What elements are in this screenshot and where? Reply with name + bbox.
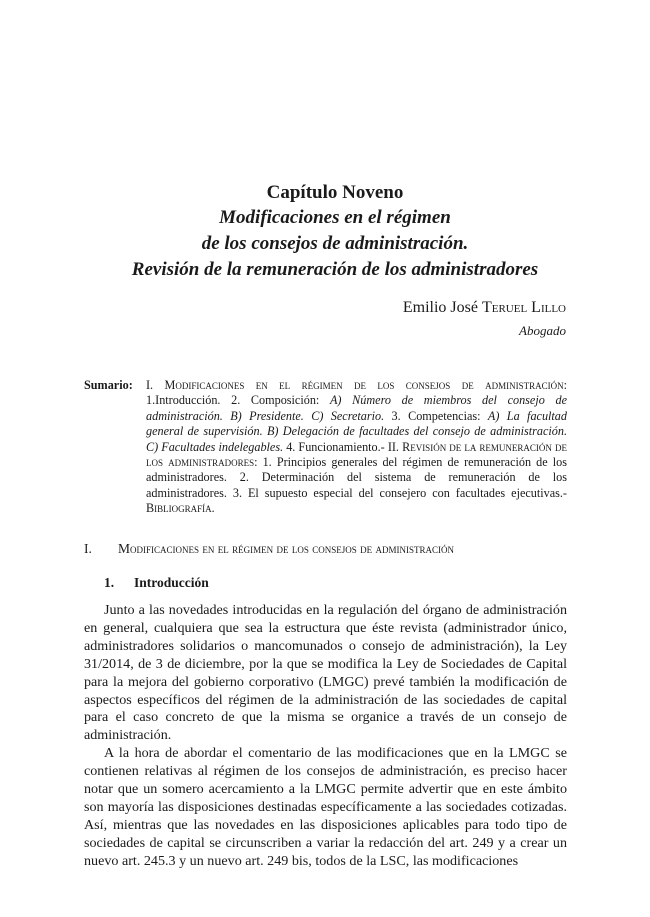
chapter-subtitle-line-3: Revisión de la remuneración de los administradores	[131, 259, 539, 280]
summary-segment: Bibliografía.	[146, 501, 215, 516]
chapter-subtitle-line-1: Modificaciones en el régimen	[219, 207, 451, 228]
summary-segment: 1.Introducción. 2. Composición:	[146, 393, 330, 408]
summary-segment: Revisión de la remuneración de los administradores	[146, 439, 567, 470]
author-surname: Teruel Lillo	[481, 299, 566, 316]
section-heading	[84, 541, 567, 557]
author-given-name: Emilio José	[402, 299, 482, 316]
summary-block	[84, 378, 567, 517]
summary-text	[146, 378, 567, 517]
section-number: I.	[84, 541, 92, 556]
chapter-subtitle-line-2: de los consejos de administración.	[201, 233, 469, 254]
section-title: Modificaciones en el régimen de los consejos de administración	[118, 541, 455, 556]
summary-segment: A) Número de miembros del consejo de administración. B) Presidente. C) Secretario.	[146, 393, 567, 423]
summary-label: Sumario:	[84, 378, 133, 392]
summary-segment: Modificaciones en el régimen de los consejos de administración:	[164, 378, 567, 392]
body-text	[84, 602, 567, 871]
author-role: Abogado	[519, 323, 566, 338]
subsection-number: 1.	[104, 575, 115, 590]
author-name	[403, 297, 566, 319]
subsection-title: Introducción	[134, 575, 209, 590]
chapter-heading	[60, 180, 610, 283]
summary-segment: 3. Competencias:	[384, 408, 488, 423]
summary-segment: 4. Funcionamiento.- II.	[283, 439, 403, 454]
chapter-number: Capítulo Noveno	[266, 182, 404, 203]
paragraph: Junto a las novedades introducidas en la regulación del órgano de administración en general, cualquiera que sea la estructura que éste revista (administrador único, administradores solidarios o mancomunados o consejo de administración), la Ley 31/2014, de 3 de diciembre, por la que se modifica la Ley de Sociedades de Capital para la mejora del gobierno corporativo (LMGC) prevé también la modificación de aspectos específicos del régimen de la administración de las sociedades de capital para el caso concreto de que la misma se organice a través de un consejo de administración.	[84, 602, 567, 744]
paragraph: A la hora de abordar el comentario de las modificaciones que en la LMGC se contienen relativas al régimen de los consejos de administración, es preciso hacer notar que un somero acercamiento a la LMGC permite advertir que en este ámbito son mayoría las disposiciones destinadas específicamente a las sociedades cotizadas. Así, mientras que las novedades en las disposiciones aplicables para todo tipo de sociedades de capital se circunscriben a variar la redacción del art. 249 y a crear un nuevo art. 245.3 y un nuevo art. 249 bis, todos de la LSC, las modificaciones	[84, 745, 567, 869]
subsection-heading	[104, 575, 209, 591]
summary-segment: I.	[146, 378, 165, 392]
summary-segment: A) La facultad general de supervisión. B) Delegación de facultades del consejo de administración. C) Facultades indelegables.	[146, 408, 567, 454]
summary-segment: : 1. Principios generales del régimen de remuneración de los administradores. 2. Determinación del sistema de remuneración de los administradores. 3. El supuesto especial del consejero con facultades ejecutivas.-	[146, 455, 567, 500]
